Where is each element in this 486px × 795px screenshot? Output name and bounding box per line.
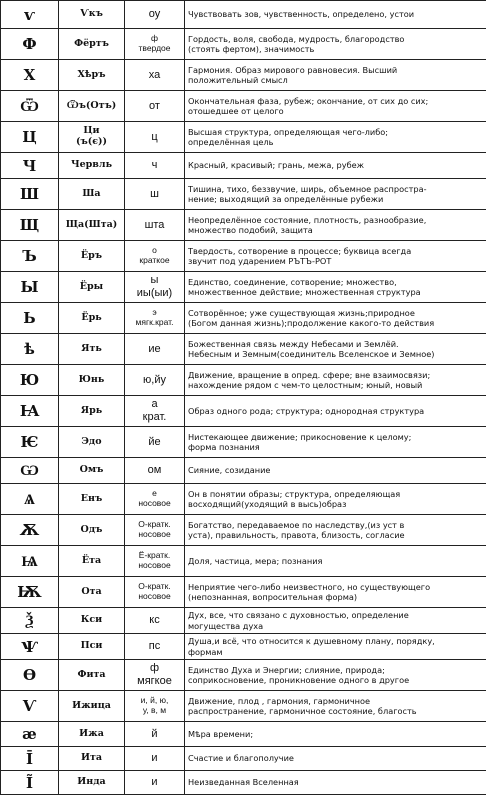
- table-row: [1, 515, 486, 546]
- letter-meaning: Твердость, сотворение в процессе; буквица всегда звучит под ударением РЪТЪ-РОТ: [185, 241, 486, 272]
- table-row: [1, 484, 486, 515]
- letter-glyph: Ѥ: [1, 427, 59, 458]
- letter-meaning: Сияние, созидание: [185, 458, 486, 484]
- table-row: [1, 153, 486, 179]
- letter-glyph: Ĩ: [1, 771, 59, 795]
- letter-name: Фита: [59, 660, 125, 691]
- letter-name: Ѿъ(Отъ): [59, 91, 125, 122]
- table-row: [1, 241, 486, 272]
- letter-sound: и: [125, 771, 185, 795]
- letter-name: Омъ: [59, 458, 125, 484]
- letter-glyph: Ь: [1, 303, 59, 334]
- letter-glyph: Ш: [1, 179, 59, 210]
- letter-meaning: Мѣра времени;: [185, 722, 486, 747]
- letter-meaning: Дух, все, что связано с духовностью, определение могущества духа: [185, 608, 486, 634]
- table-row: [1, 1, 486, 29]
- letter-meaning: Чувствовать зов, чувственность, определено, устои: [185, 1, 486, 29]
- letter-meaning: Окончательная фаза, рубеж; окончание, от сих до сих; отошедшее от целого: [185, 91, 486, 122]
- letter-sound: ие: [125, 334, 185, 365]
- letter-meaning: Сотворённое; уже существующая жизнь;природное (Богом данная жизнь);продолжение какого-то действия: [185, 303, 486, 334]
- letter-name: Эдо: [59, 427, 125, 458]
- letter-meaning: Тишина, тихо, беззвучие, ширь, объемное распростра- нение; выходящий за определённые рубежи: [185, 179, 486, 210]
- letter-name: Ша: [59, 179, 125, 210]
- letter-meaning: Образ одного рода; структура; однородная структура: [185, 396, 486, 427]
- letter-name: Ёта: [59, 546, 125, 577]
- letter-name: Кси: [59, 608, 125, 634]
- letter-meaning: Нистекающее движение; прикосновение к целому; форма познания: [185, 427, 486, 458]
- letter-sound: кс: [125, 608, 185, 634]
- letter-name: Ять: [59, 334, 125, 365]
- letter-meaning: Движение, плод , гармония, гармоничное распространение, гармоничное состояние, благость: [185, 691, 486, 722]
- letter-glyph: ѣ: [1, 334, 59, 365]
- letter-sound: а крат.: [125, 396, 185, 427]
- letter-sound: О-кратк. носовое: [125, 577, 185, 608]
- letter-name: Ижа: [59, 722, 125, 747]
- letter-glyph: Ꙗ: [1, 396, 59, 427]
- letter-glyph: Ѯ: [1, 608, 59, 634]
- letter-name: Ёры: [59, 272, 125, 303]
- letter-glyph: Ы: [1, 272, 59, 303]
- letter-glyph: Ц: [1, 122, 59, 153]
- letter-glyph: Ѫ: [1, 515, 59, 546]
- table-row: [1, 272, 486, 303]
- table-row: [1, 427, 486, 458]
- table-row: [1, 60, 486, 91]
- letter-name: Хѣръ: [59, 60, 125, 91]
- letter-meaning: Единство, соединение, сотворение; множество, множественное действие; множественная структура: [185, 272, 486, 303]
- letter-meaning: Счастие и благополучие: [185, 747, 486, 771]
- table-row: [1, 722, 486, 747]
- letter-glyph: æ: [1, 722, 59, 747]
- letter-sound: и: [125, 747, 185, 771]
- letter-meaning: Гордость, воля, свобода, мудрость, благородство (стоять фертом), значимость: [185, 29, 486, 60]
- letter-name: Ѵкъ: [59, 1, 125, 29]
- letter-name: Ота: [59, 577, 125, 608]
- letter-sound: ш: [125, 179, 185, 210]
- table-row: [1, 660, 486, 691]
- letter-sound: оу: [125, 1, 185, 29]
- letter-meaning: Гармония. Образ мирового равновесия. Высший положительный смысл: [185, 60, 486, 91]
- letter-name: Пси: [59, 634, 125, 660]
- table-row: [1, 91, 486, 122]
- letter-glyph: Ф: [1, 29, 59, 60]
- letter-sound: о краткое: [125, 241, 185, 272]
- letter-glyph: Ѩ: [1, 546, 59, 577]
- letter-meaning: Он в понятии образы; структура, определяющая восходящий(уходящий в высь)образ: [185, 484, 486, 515]
- table-row: [1, 458, 486, 484]
- letter-sound: ха: [125, 60, 185, 91]
- letter-sound: и, й, ю, у, в, м: [125, 691, 185, 722]
- table-row: [1, 29, 486, 60]
- table-row: [1, 365, 486, 396]
- letter-name: Червль: [59, 153, 125, 179]
- letter-glyph: Ѱ: [1, 634, 59, 660]
- letter-glyph: Ч: [1, 153, 59, 179]
- letter-sound: ч: [125, 153, 185, 179]
- table-row: [1, 771, 486, 795]
- letter-sound: ю,йу: [125, 365, 185, 396]
- letter-name: Ярь: [59, 396, 125, 427]
- letter-glyph: Щ: [1, 210, 59, 241]
- letter-glyph: Ѡ: [1, 458, 59, 484]
- letter-sound: ц: [125, 122, 185, 153]
- letter-name: Инда: [59, 771, 125, 795]
- table-row: [1, 334, 486, 365]
- letter-sound: йе: [125, 427, 185, 458]
- letter-meaning: Единство Духа и Энергии; слияние, природа; соприкосновение, проникновение одного в другое: [185, 660, 486, 691]
- letter-meaning: Высшая структура, определяющая чего-либо; определённая цель: [185, 122, 486, 153]
- table-row: [1, 577, 486, 608]
- letter-name: Ёръ: [59, 241, 125, 272]
- letter-name: Юнь: [59, 365, 125, 396]
- letter-sound: шта: [125, 210, 185, 241]
- table-row: [1, 546, 486, 577]
- table-row: [1, 179, 486, 210]
- letter-sound: Ё-кратк. носовое: [125, 546, 185, 577]
- letter-glyph: Ѭ: [1, 577, 59, 608]
- letter-sound: О-кратк. носовое: [125, 515, 185, 546]
- letter-sound: й: [125, 722, 185, 747]
- table-row: [1, 634, 486, 660]
- letter-meaning: Неизведанная Вселенная: [185, 771, 486, 795]
- table-row: [1, 122, 486, 153]
- alphabet-table-body: [1, 1, 486, 795]
- table-row: [1, 608, 486, 634]
- letter-sound: ы иы(ыи): [125, 272, 185, 303]
- letter-sound: е носовое: [125, 484, 185, 515]
- letter-name: Ци (ъ(є)): [59, 122, 125, 153]
- letter-meaning: Неприятие чего-либо неизвестного, но существующего (непознанная, вопросительная форма): [185, 577, 486, 608]
- letter-meaning: Богатство, передаваемое по наследству,(из уст в уста), правильность, правота, близость, согласие: [185, 515, 486, 546]
- table-row: [1, 210, 486, 241]
- letter-glyph: Ѳ: [1, 660, 59, 691]
- letter-glyph: ѵ: [1, 1, 59, 29]
- letter-sound: ом: [125, 458, 185, 484]
- letter-meaning: Доля, частица, мера; познания: [185, 546, 486, 577]
- letter-name: Одъ: [59, 515, 125, 546]
- letter-name: Фёртъ: [59, 29, 125, 60]
- letter-meaning: Душа,и всё, что относится к душевному плану, порядку, формам: [185, 634, 486, 660]
- letter-meaning: Неопределённое состояние, плотность, разнообразие, множество подобий, защита: [185, 210, 486, 241]
- letter-glyph: Ī: [1, 747, 59, 771]
- letter-sound: ф твердое: [125, 29, 185, 60]
- table-row: [1, 303, 486, 334]
- letter-meaning: Божественная связь между Небесами и Землёй. Небесным и Земным(соединитель Вселенское и Земное): [185, 334, 486, 365]
- letter-glyph: Ѿ: [1, 91, 59, 122]
- table-row: [1, 691, 486, 722]
- letter-sound: от: [125, 91, 185, 122]
- letter-glyph: Ю: [1, 365, 59, 396]
- table-row: [1, 396, 486, 427]
- letter-glyph: Х: [1, 60, 59, 91]
- letter-name: Ижица: [59, 691, 125, 722]
- letter-name: Ита: [59, 747, 125, 771]
- letter-glyph: Ъ: [1, 241, 59, 272]
- letter-sound: пс: [125, 634, 185, 660]
- letter-sound: э мягк.крат.: [125, 303, 185, 334]
- letter-name: Ща(Шта): [59, 210, 125, 241]
- letter-glyph: Ѵ: [1, 691, 59, 722]
- letter-glyph: Ѧ: [1, 484, 59, 515]
- letter-meaning: Движение, вращение в опред. сфере; вне взаимосвязи; нахождение рядом с чем-то целостным; юный, новый: [185, 365, 486, 396]
- letter-name: Ёрь: [59, 303, 125, 334]
- letter-meaning: Красный, красивый; грань, межа, рубеж: [185, 153, 486, 179]
- letter-sound: ф мягкое: [125, 660, 185, 691]
- letter-name: Енъ: [59, 484, 125, 515]
